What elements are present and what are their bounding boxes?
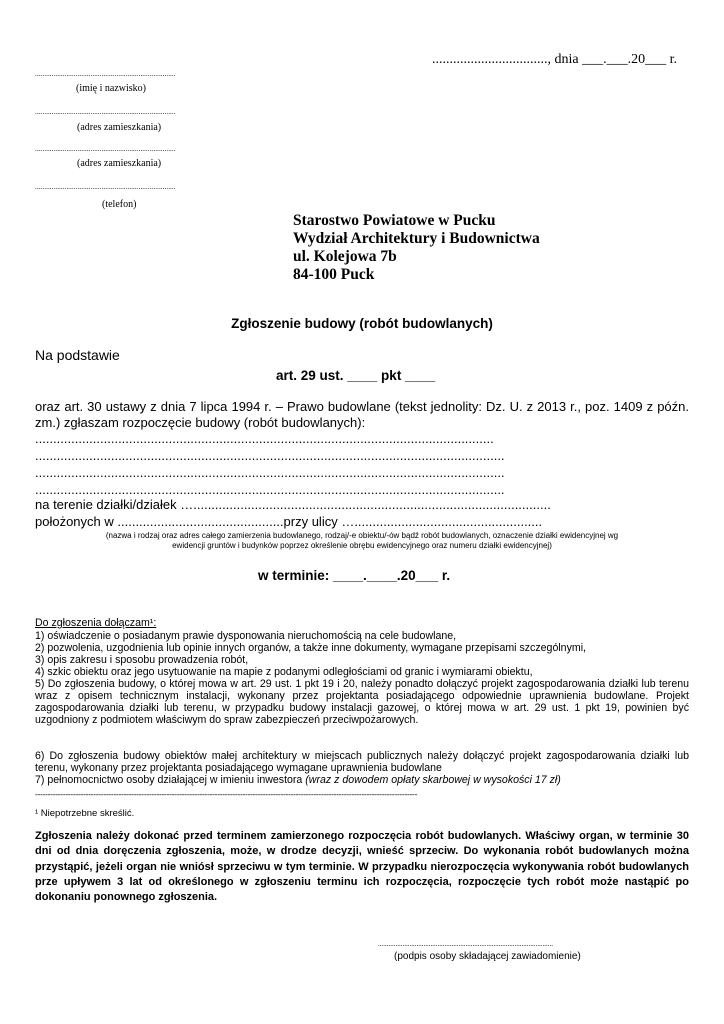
attachment-item-7-note: (wraz z dowodem opłaty skarbowej w wysokości 17 zł) — [305, 774, 561, 786]
attachment-item-2: 2) pozwolenia, uzgodnienia lub opinie innych organów, a także inne dokumenty, wymagane przepisami szczególnymi, — [35, 642, 586, 654]
location-field[interactable]: położonych w ..............................................przy ulicy ….................................................... — [35, 514, 543, 529]
address-field-1[interactable]: ............................................................................ — [35, 108, 176, 116]
recipient-city: 84-100 Puck — [293, 266, 375, 283]
recipient-street: ul. Kolejowa 7b — [293, 248, 397, 265]
term-field[interactable]: w terminie: ____.____.20___ r. — [258, 568, 451, 583]
notice-text: Zgłoszenia należy dokonać przed terminem zamierzonego rozpoczęcia robót budowlanych. Właściwy organ, w terminie 30 dni od dnia doręczenia zgłoszenia, może, w drodze decyzji, wnieść sprzeciw. Do wykonania robót budowlanych można przystąpić, jeżeli organ nie wniósł sprzeciwu w tym terminie. W przypadku nierozpoczęcia wykonywania robót budowlanych prze upływem 3 lat od określonego w zgłoszeniu terminu ich rozpoczęcia, rozpoczęcie tych robót może nastąpić po dokonaniu ponownego zgłoszenia. — [35, 830, 689, 904]
legal-basis-text: oraz art. 30 ustawy z dnia 7 lipca 1994 r. – Prawo budowlane (tekst jednolity: Dz. U. z 2013 r., poz. 1409 z późn. zm.) zgłaszam rozpoczęcie budowy (robót budowlanych): — [35, 399, 689, 430]
address-label-2: (adres zamieszkania) — [77, 158, 162, 169]
attachment-item-7-main: 7) pełnomocnictwo osoby działającej w imieniu inwestora — [35, 774, 303, 786]
signature-field[interactable]: .................................................................................................... — [378, 940, 553, 948]
description-line-3[interactable]: .................................................................................................................................. — [35, 465, 505, 480]
recipient-department: Wydział Architektury i Budownictwa — [293, 230, 540, 247]
attachment-item-1: 1) oświadczenie o posiadanym prawie dysponowania nieruchomością na cele budowlane, — [35, 630, 457, 642]
attachment-item-7 — [35, 774, 561, 786]
article-field[interactable]: art. 29 ust. ____ pkt ____ — [276, 368, 436, 383]
attachment-item-4: 4) szkic obiektu oraz jego usytuowanie na mapie z podanymi odległościami od granic i wymiarami obiektu, — [35, 666, 533, 678]
separator-rule: ------------------------------------------------------------------------------------------------------------------------------------------------------- — [35, 789, 418, 799]
signature-label: (podpis osoby składającej zawiadomienie) — [394, 951, 581, 962]
address-field-2[interactable]: ............................................................................ — [35, 145, 176, 153]
attachment-item-6: 6) Do zgłoszenia budowy obiektów małej architektury w miejscach publicznych należy dołączyć projekt zagospodarowania działki lub terenu, wykonany przez projektanta posiadającego wymagane uprawnienia budowlane — [35, 750, 689, 775]
attachments-heading: Do zgłoszenia dołączam¹: — [35, 617, 157, 629]
description-line-2[interactable]: .................................................................................................................................. — [35, 448, 505, 463]
phone-label: (telefon) — [102, 199, 137, 210]
plot-field[interactable]: na terenie działki/działek …................................................................................................... — [35, 497, 551, 512]
phone-field[interactable]: ............................................................................ — [35, 183, 176, 191]
attachment-item-3: 3) opis zakresu i sposobu prowadzenia robót, — [35, 654, 249, 666]
field-note-1: (nazwa i rodzaj oraz adres całego zamierzenia budowlanego, rodzaj/-e obiektu/-ów bądź robót budowlanych, oznaczenie działki ewidencyjnej wg — [105, 531, 619, 540]
address-label-1: (adres zamieszkania) — [77, 122, 162, 133]
footnote: ¹ Niepotrzebne skreślić. — [35, 808, 135, 819]
description-line-1[interactable]: ............................................................................................................................... — [35, 431, 494, 446]
description-line-4[interactable]: .................................................................................................................................. — [35, 482, 505, 497]
recipient-office: Starostwo Powiatowe w Pucku — [293, 212, 496, 229]
name-field[interactable]: ............................................................................ — [35, 70, 176, 78]
document-title: Zgłoszenie budowy (robót budowlanych) — [231, 316, 493, 331]
name-label: (imię i nazwisko) — [76, 83, 146, 94]
field-note-2: ewidencji gruntów i budynków poprzez określenie obrębu ewidencyjnego oraz numeru działki ewidencyjnej) — [172, 541, 552, 550]
basis-label: Na podstawie — [35, 347, 120, 363]
attachment-item-5: 5) Do zgłoszenia budowy, o której mowa w art. 29 ust. 1 pkt 19 i 20, należy ponadto dołączyć projekt zagospodarowania działki lub terenu wraz z opisem technicznym instalacji, wykonany przez projektanta posiadającego odpowiednie uprawnienia budowlane. Projekt zagospodarowania działki lub terenu, w przypadku budowy instalacji gazowej, o której mowa w art. 29 ust. 1 pkt 19, powinien być uzgodniony z podmiotem właściwym do spraw zabezpieczeń przeciwpożarowych. — [35, 678, 689, 727]
date-line[interactable]: ................................., dnia ___.___.20___ r. — [432, 52, 677, 67]
